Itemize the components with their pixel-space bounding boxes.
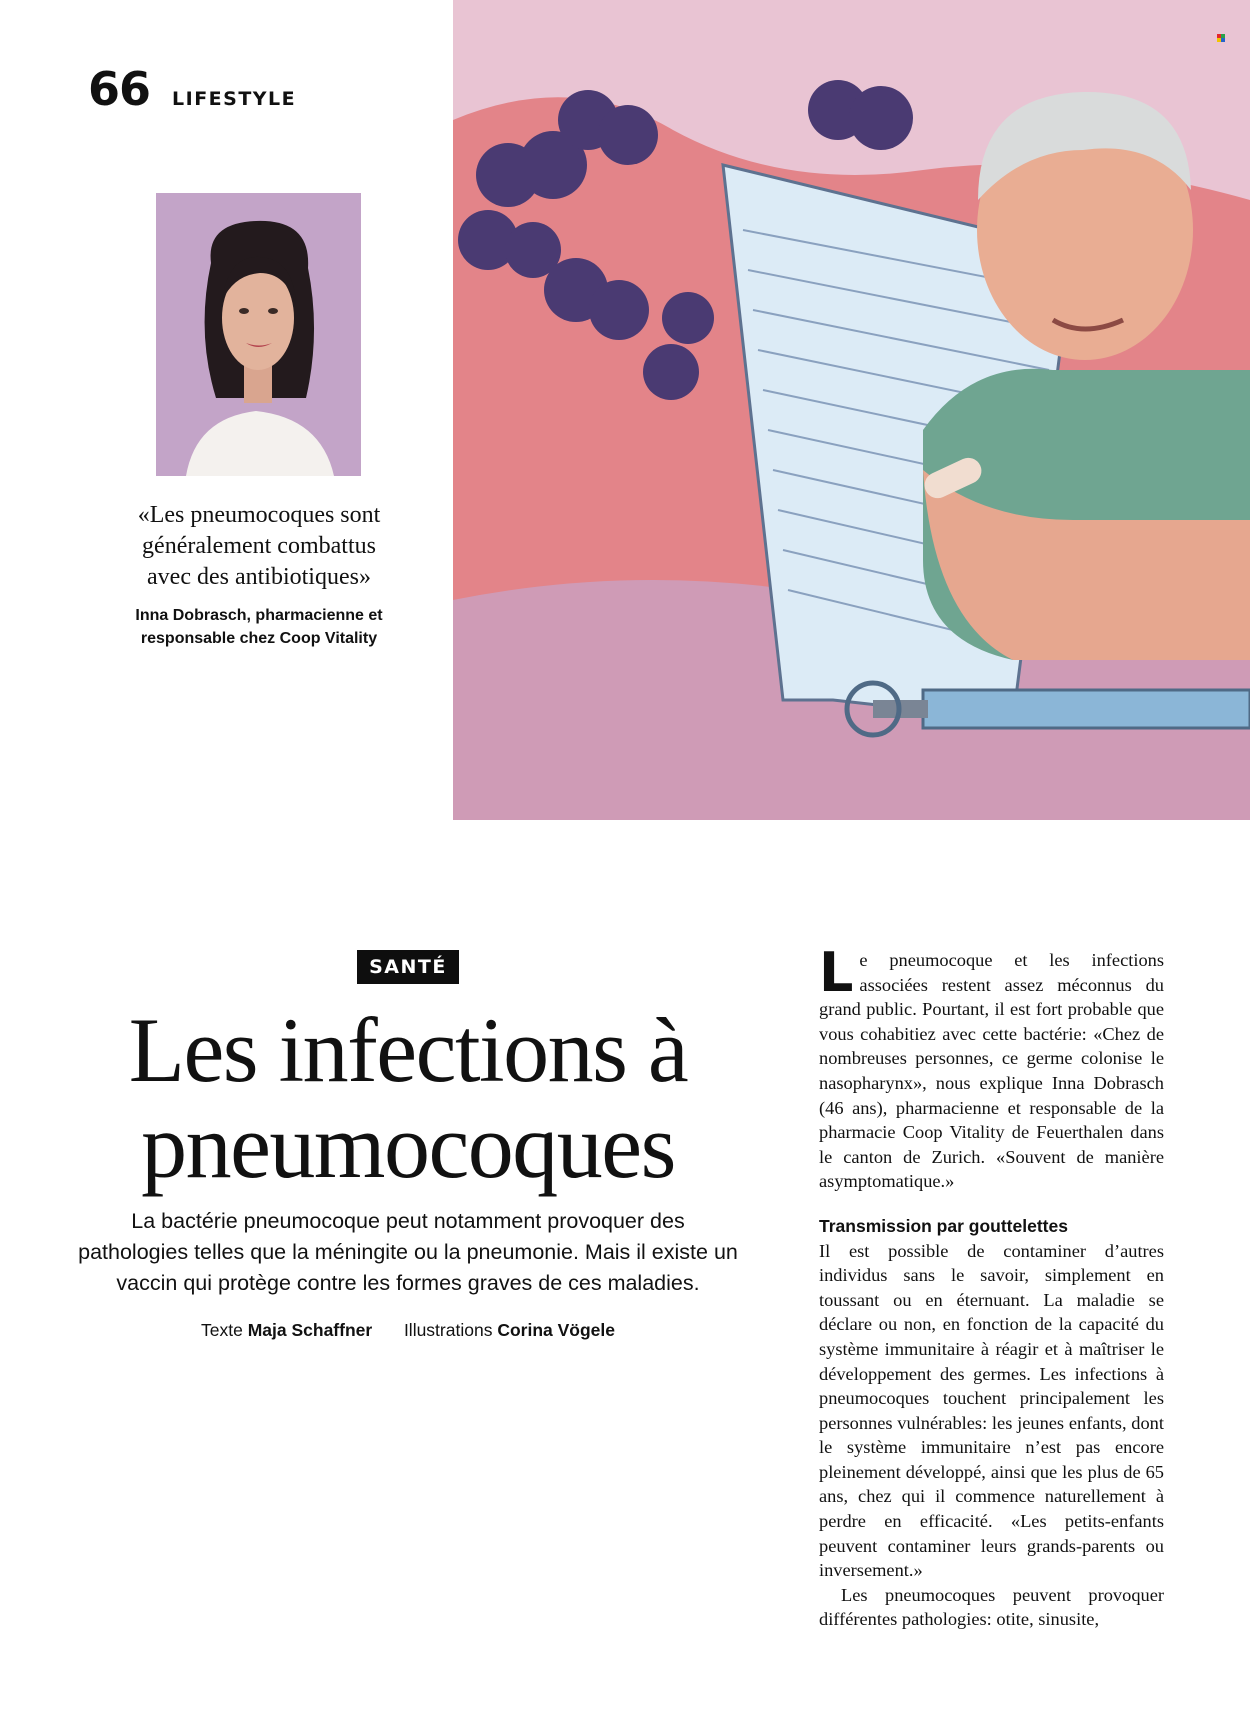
headline: Les infections à pneumocoques [128,999,688,1197]
article-body [819,941,1164,1632]
vaccination-illustration [453,0,1250,820]
text-credit-label: Texte [201,1320,243,1340]
illustration-credit-label: Illustrations [403,1320,493,1340]
page-number: 66 [88,62,151,116]
color-marker-icon [1217,34,1225,42]
article-illustration [453,0,1250,820]
pull-quote: «Les pneumocoques sont généralement combattus avec des antibiotiques» [137,502,381,590]
page-header [88,62,296,116]
subheading: Transmission par gouttelettes [819,1215,1068,1236]
paragraph-2: Il est possible de contaminer d’autres individus sans le savoir, simplement en toussant ou en éternuant. La maladie se déclare ou non, en fonction de la capacité du système immunitaire à réagir et à maîtriser le développement des germes. Les infections à pneumocoques touchent principalement les personnes vulnérables: les jeunes enfants, dont le système immunitaire n’est pas encore pleinement développé, ainsi que les plus de 65 ans, chez qui il commence naturellement à perdre en efficacité. «Les petits-enfants peuvent contaminer leurs grands-parents ou inversement.» [819,1240,1164,1581]
paragraph-1-text: e pneumocoque et les infections associées restent assez méconnus du grand public. Pourtant, il est fort probable que vous cohabitiez avec cette bactérie: «Chez de nombreuses personnes, ce germe colonise le nasopharynx», nous explique Inna Dobrasch (46 ans), pharmacienne et responsable de la pharmacie Coop Vitality de Feuerthalen dans le canton de Zurich. «Souvent de manière asymptomatique.» [819,950,1164,1192]
illustration-author: Corina Vögele [497,1320,615,1340]
quote-attribution: Inna Dobrasch, pharmacienne et responsable chez Coop Vitality [135,607,383,647]
portrait-photo [156,193,361,476]
portrait-illustration [156,193,361,476]
drop-cap: L [819,941,854,1004]
category-tag: SANTÉ [357,950,459,984]
article-credits [0,1320,816,1341]
tag-container [0,950,816,984]
section-title: LIFESTYLE [172,88,297,110]
text-author: Maja Schaffner [247,1320,373,1340]
paragraph-1 [819,941,1164,1194]
paragraph-3: Les pneumocoques peuvent provoquer différentes pathologies: otite, sinusite, [819,1584,1164,1630]
standfirst: La bactérie pneumocoque peut notamment provoquer des pathologies telles que la méningite ou la pneumonie. Mais il existe un vaccin qui protège contre les formes graves de ces maladies. [78,1209,738,1295]
